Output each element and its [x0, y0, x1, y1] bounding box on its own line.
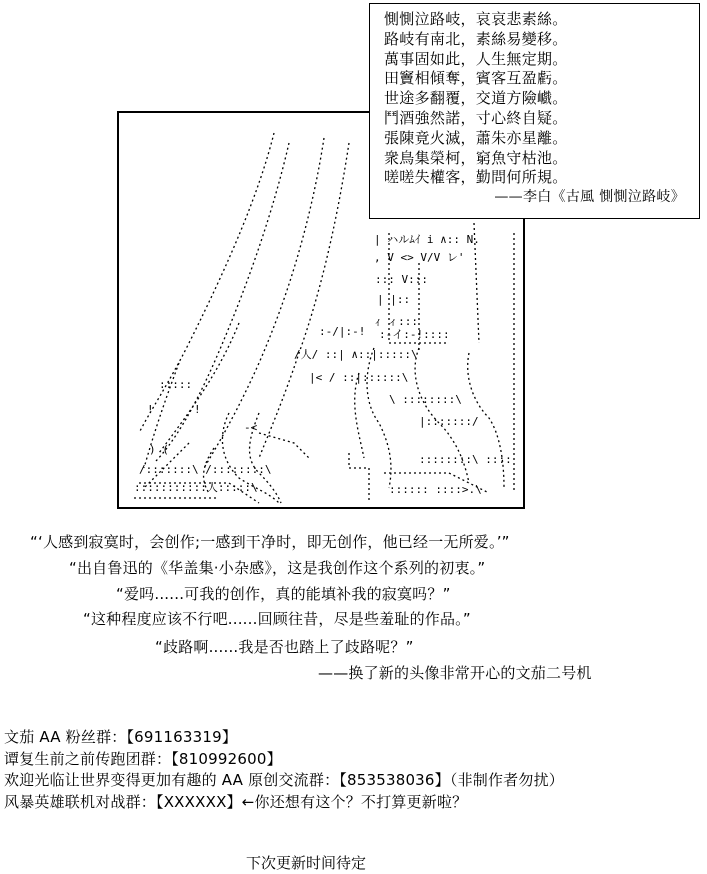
svg-text:| |::: | |::: [377, 293, 411, 306]
svg-text::-イ:-!::::: :-イ:-!::::: [379, 328, 450, 341]
group-info: 文茄 AA 粉丝群：【691163319】: [4, 728, 238, 746]
poem-line: 鬥酒強然諾，寸心終自疑。: [384, 108, 568, 127]
svg-text:-<: -<: [244, 421, 258, 434]
quote-line: “这种程度应该不行吧......回顾往昔，尽是些羞耻的作品。”: [83, 610, 471, 628]
poem-line: 世途多翻覆，交道方險巇。: [384, 89, 568, 108]
svg-text:::::::::\ ::::: ::::::::\ ::::: [419, 453, 512, 466]
poem-line: 張陳竟火滅，蕭朱亦星離。: [384, 128, 568, 147]
group-info: 谭复生前之前传跑团群：【810992600】: [4, 750, 282, 768]
svg-text:!: !: [147, 403, 154, 416]
svg-text:) (: ) (: [149, 443, 169, 456]
svg-text:!: !: [194, 403, 201, 416]
next-update-note: 下次更新时间待定: [246, 854, 367, 872]
svg-text:| ハルﾑｲ i ∧:: N.: | ハルﾑｲ i ∧:: N.: [374, 233, 480, 246]
quote-line: “爱吗......可我的创作，真的能填补我的寂寞吗？”: [116, 585, 451, 603]
poem-line: 萬事固如此，人生無定期。: [384, 49, 568, 68]
svg-text:ｨ ィ:::: ｨ ィ:::: [375, 315, 418, 328]
group-info: 欢迎光临让世界变得更加有趣的 AA 原创交流群：【853538036】（非制作者勿扰）: [4, 771, 564, 789]
group-info: 风暴英雄联机对战群：【XXXXXX】←你还想有这个？不打算更新啦？: [4, 793, 468, 811]
poem-box: [369, 3, 700, 219]
svg-text:/:::::::\ /::::::::\: /:::::::\ /::::::::\: [139, 463, 272, 476]
poem-line: 嗟嗟失權客，勤問何所規。: [384, 168, 568, 187]
svg-text::::::: ::::>.\: :::::: ::::>.\: [389, 483, 482, 496]
poem-credit: ——李白《古風 惻惻泣路岐》: [494, 189, 685, 206]
svg-text::::::: :::::: [159, 378, 193, 391]
svg-text:, V <> V/V レ': , V <> V/V レ': [374, 251, 465, 264]
poem-line: 路岐有南北，素絲易變移。: [384, 29, 568, 48]
svg-text:::: V:::: ::: V:::: [375, 273, 428, 286]
svg-text:\ ::::::::\: \ ::::::::\: [389, 393, 462, 406]
svg-text::::::::::::人:::::\: :::::::::::人:::::\: [134, 481, 258, 494]
signature: ——换了新的头像非常开心的文茄二号机: [318, 664, 592, 682]
poem-line: 惻惻泣路岐，哀哀悲素絲。: [384, 10, 568, 28]
quote-line: “出自鲁迅的《华盖集·小杂感》，这是我创作这个系列的初衷。”: [69, 559, 486, 577]
svg-text:|< / ::|::::::\: |< / ::|::::::\: [309, 371, 409, 384]
poem-line: 田竇相傾奪，賓客互盈虧。: [384, 69, 568, 88]
svg-text::-/|:-!: :-/|:-!: [319, 325, 366, 338]
quote-line: “‘人感到寂寞时，会创作;一感到干净时，即无创作，他已经一无所爱。’”: [30, 533, 510, 551]
svg-text:|:::::::/: |:::::::/: [419, 415, 479, 428]
svg-text:/人/ ::| ∧::|:::::\: /人/ ::| ∧::|:::::\: [294, 348, 418, 361]
quote-line: “歧路啊......我是否也踏上了歧路呢？”: [155, 638, 414, 656]
poem-line: 衆鳥集榮柯，窮魚守枯池。: [384, 148, 568, 167]
